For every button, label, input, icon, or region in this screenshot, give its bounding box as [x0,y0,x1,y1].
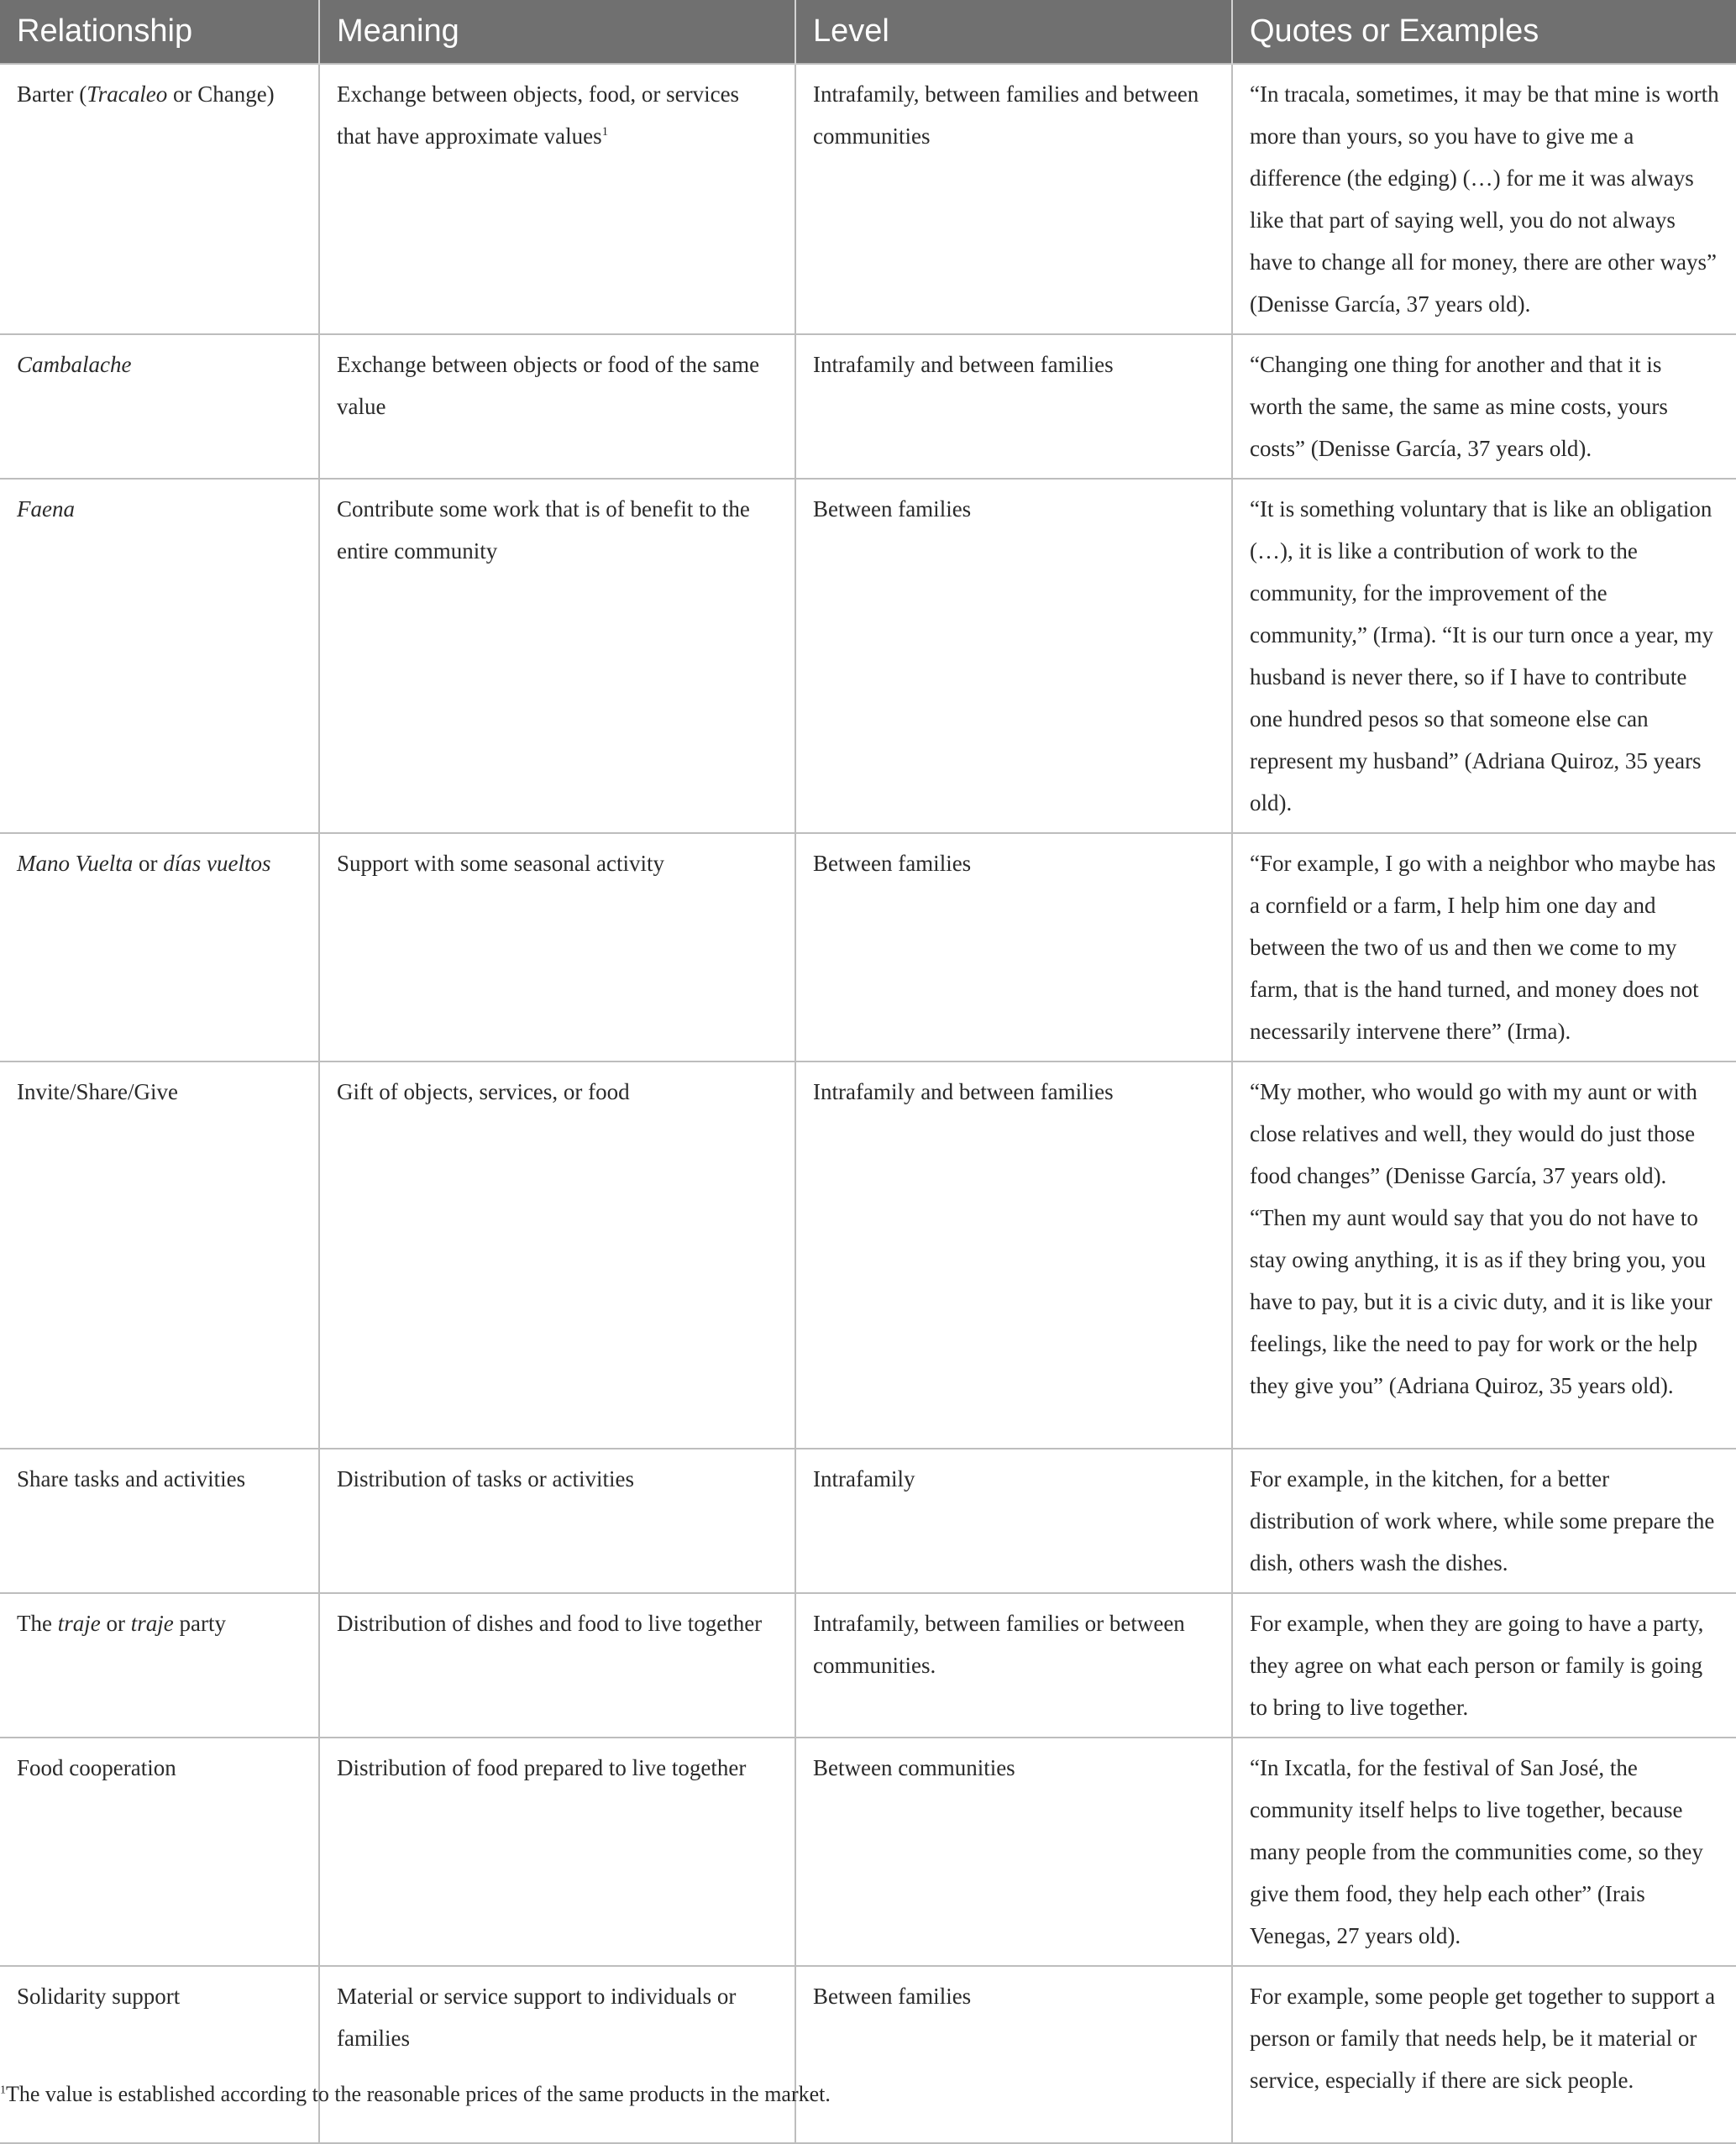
table-row [0,1738,1736,1966]
cell-meaning: Distribution of tasks or activities [319,1449,795,1593]
cell-quote: “For example, I go with a neighbor who maybe has a cornfield or a farm, I help him one day and between the two of us and then we come to my farm, that is the hand turned, and money does not necessarily intervene there” (Irma). [1232,833,1736,1062]
cell-relationship: Barter (Tracaleo or Change) [0,64,319,334]
cell-relationship: Faena [0,479,319,833]
cell-level: Between communities [795,1738,1232,1966]
table-header [0,0,1736,64]
footnote-marker: 1 [0,2084,6,2097]
cell-relationship: Cambalache [0,334,319,479]
cell-quote: “Changing one thing for another and that it is worth the same, the same as mine costs, yours costs” (Denisse García, 37 years old). [1232,334,1736,479]
cell-relationship: The traje or traje party [0,1593,319,1738]
cell-relationship: Mano Vuelta or días vueltos [0,833,319,1062]
cell-relationship: Solidarity support [0,1966,319,2143]
cell-meaning: Distribution of food prepared to live together [319,1738,795,1966]
cell-level: Between families [795,833,1232,1062]
table-row [0,1593,1736,1738]
cell-level: Intrafamily and between families [795,334,1232,479]
cell-meaning: Support with some seasonal activity [319,833,795,1062]
cell-relationship: Share tasks and activities [0,1449,319,1593]
cell-level: Between families [795,1966,1232,2143]
cell-relationship: Invite/Share/Give [0,1062,319,1449]
cell-relationship: Food cooperation [0,1738,319,1966]
header-meaning: Meaning [319,0,795,64]
cell-meaning: Exchange between objects, food, or services that have approximate values$^1$ [319,64,795,334]
cell-level: Intrafamily, between families and between communities [795,64,1232,334]
table-row [0,479,1736,833]
cell-quote: “In Ixcatla, for the festival of San José, the community itself helps to live together, because many people from the communities come, so they give them food, they help each other” (Irais Venegas, 27 years old). [1232,1738,1736,1966]
footnote-marker: 1 [601,125,609,139]
cell-meaning: Material or service support to individuals or families [319,1966,795,2143]
cell-level: Intrafamily and between families [795,1062,1232,1449]
cell-level: Intrafamily [795,1449,1232,1593]
table-row [0,833,1736,1062]
cell-quote: For example, when they are going to have a party, they agree on what each person or family is going to bring to live together. [1232,1593,1736,1738]
table-footnote [0,2079,1736,2110]
cell-quote: “It is something voluntary that is like an obligation (…), it is like a contribution of work to the community, for the improvement of the community,” (Irma). “It is our turn once a year, my husband is never there, so if I have to contribute one hundred pesos so that someone else can represent my husband” (Adriana Quiroz, 35 years old). [1232,479,1736,833]
cell-quote: “My mother, who would go with my aunt or with close relatives and well, they would do just those food changes” (Denisse García, 37 years old). “Then my aunt would say that you do not have to stay owing anything, it is as if they bring you, you have to pay, but it is a civic duty, and it is like your feelings, like the need to pay for work or the help they give you” (Adriana Quiroz, 35 years old). [1232,1062,1736,1449]
cell-quote: For example, some people get together to support a person or family that needs help, be it material or service, especially if there are sick people. [1232,1966,1736,2143]
table-row [0,1062,1736,1449]
cell-meaning: Distribution of dishes and food to live together [319,1593,795,1738]
cell-level: Between families [795,479,1232,833]
footnote-text: The value is established according to the reasonable prices of the same products in the market. [6,2082,831,2106]
table-row [0,334,1736,479]
header-row [0,0,1736,64]
header-relationship: Relationship [17,13,193,49]
table-row [0,1449,1736,1593]
header-level: Level [795,0,1232,64]
cell-meaning: Gift of objects, services, or food [319,1062,795,1449]
cell-level: Intrafamily, between families or between communities. [795,1593,1232,1738]
header-quotes: Quotes or Examples [1232,0,1736,64]
cell-meaning: Contribute some work that is of benefit to the entire community [319,479,795,833]
table-row [0,1966,1736,2143]
table-row [0,64,1736,334]
cell-quote: For example, in the kitchen, for a better distribution of work where, while some prepare the dish, others wash the dishes. [1232,1449,1736,1593]
cell-quote: “In tracala, sometimes, it may be that mine is worth more than yours, so you have to give me a difference (the edging) (…) for me it was always like that part of saying well, you do not always have to change all for money, there are other ways” (Denisse García, 37 years old). [1232,64,1736,334]
cell-meaning: Exchange between objects or food of the same value [319,334,795,479]
